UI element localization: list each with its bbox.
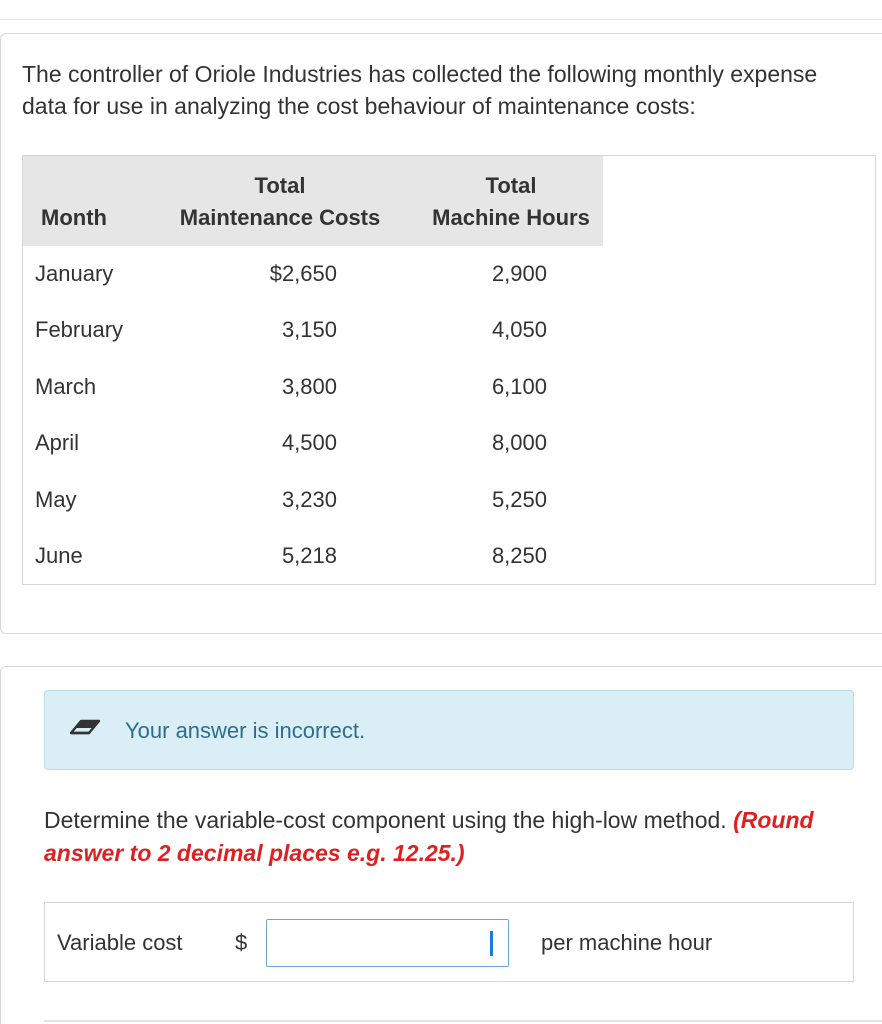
cell-hours: 8,000 — [491, 430, 547, 455]
table-row — [23, 528, 603, 584]
cell-month: February — [35, 317, 124, 342]
cell-cost: $2,650 — [269, 261, 337, 286]
header-hours-line2: Machine Hours — [432, 205, 590, 230]
cell-hours: 2,900 — [491, 261, 547, 286]
cell-month: May — [35, 487, 77, 512]
rounding-instruction: (Round answer to 2 decimal places e.g. 12.25.) — [44, 807, 814, 866]
cell-cost: 4,500 — [281, 430, 337, 455]
table-row — [23, 246, 603, 302]
cell-cost: 3,800 — [281, 374, 337, 399]
eraser-icon — [67, 715, 103, 739]
table-header — [23, 156, 603, 246]
bottom-divider — [44, 1020, 882, 1022]
header-cost-line1: Total — [254, 173, 306, 198]
cell-hours: 6,100 — [491, 374, 547, 399]
variable-cost-label: Variable cost — [57, 930, 183, 955]
answer-row — [44, 902, 854, 982]
table-row — [23, 472, 603, 528]
cell-cost: 5,218 — [281, 543, 337, 568]
cell-hours: 5,250 — [491, 487, 547, 512]
header-machine-hours — [423, 170, 599, 234]
top-divider — [0, 19, 882, 20]
question-prompt: Determine the variable-cost component using the high-low method. — [44, 807, 734, 833]
feedback-text: Your answer is incorrect. — [125, 718, 366, 743]
header-cost-line2: Maintenance Costs — [179, 205, 381, 230]
unit-label: per machine hour — [541, 930, 713, 955]
header-month: Month — [41, 205, 107, 230]
variable-cost-input[interactable] — [266, 919, 509, 967]
cell-month: March — [35, 374, 97, 399]
cell-hours: 8,250 — [491, 543, 547, 568]
text-caret — [490, 931, 493, 956]
feedback-banner — [44, 690, 854, 770]
expense-table — [22, 155, 876, 585]
question-text — [44, 804, 854, 870]
table-row — [23, 359, 603, 415]
cell-month: June — [35, 543, 83, 568]
intro-text: The controller of Oriole Industries has collected the following monthly expense data for use in analyzing the cost behaviour of maintenance costs: — [22, 61, 818, 119]
header-hours-line1: Total — [485, 173, 537, 198]
cell-cost: 3,150 — [281, 317, 337, 342]
cell-month: January — [35, 261, 114, 286]
cell-cost: 3,230 — [281, 487, 337, 512]
table-row — [23, 415, 603, 471]
cell-hours: 4,050 — [491, 317, 547, 342]
table-row — [23, 302, 603, 358]
cell-month: April — [35, 430, 80, 455]
currency-symbol: $ — [235, 930, 248, 955]
header-maintenance-costs — [173, 170, 387, 234]
